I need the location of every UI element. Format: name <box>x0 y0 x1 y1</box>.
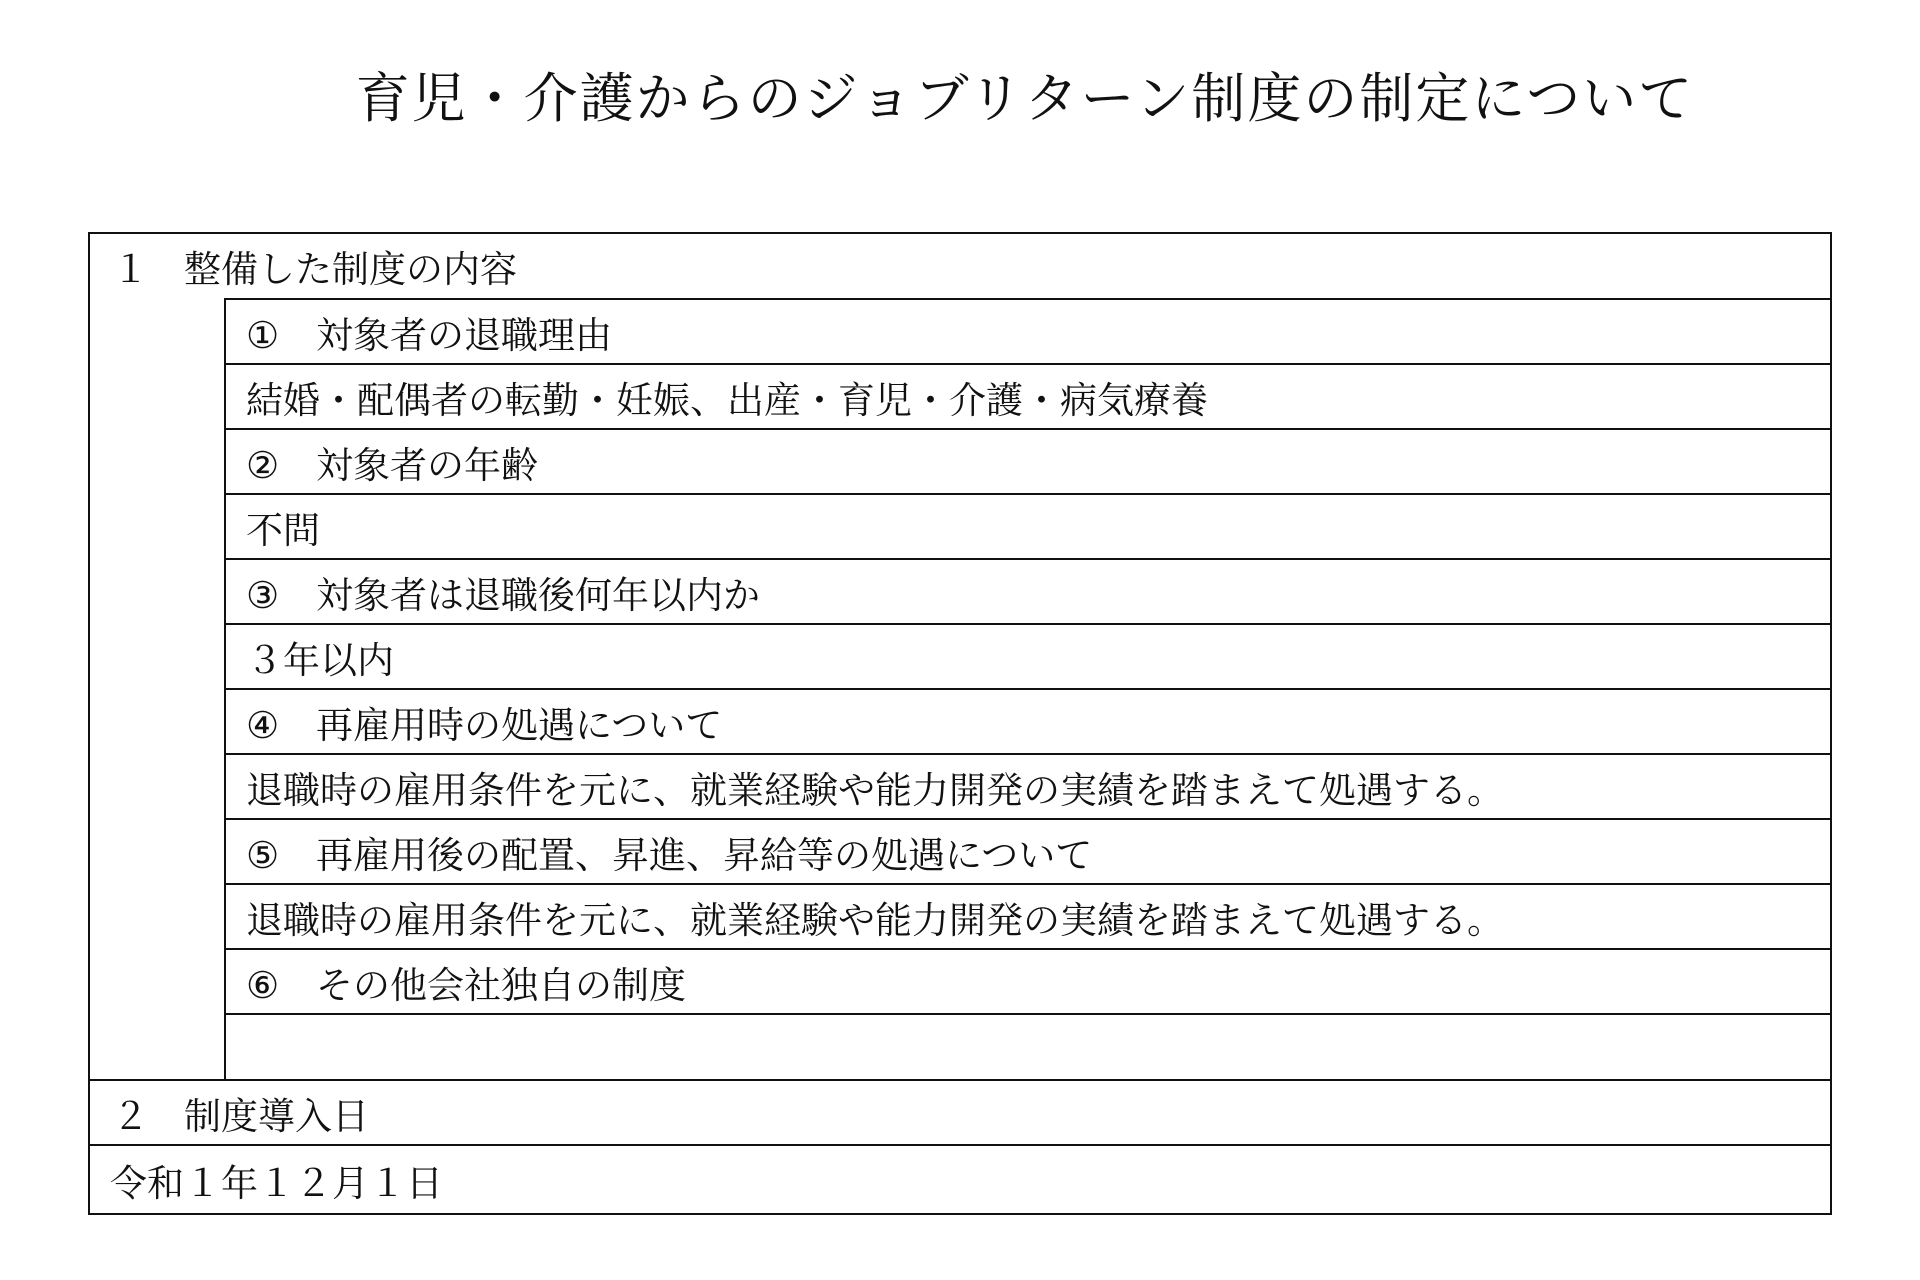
item-4-value-row <box>226 753 1830 818</box>
item-1-label: 対象者の退職理由 <box>316 313 612 357</box>
item-3-value-row <box>226 623 1830 688</box>
item-1-label-row <box>226 298 1830 363</box>
section-1-header <box>90 234 1830 298</box>
item-4-marker: ④ <box>246 703 280 747</box>
item-5-value: 退職時の雇用条件を元に、就業経験や能力開発の実績を踏まえて処遇する。 <box>246 898 1504 942</box>
item-2-marker: ② <box>246 443 280 487</box>
item-6-label: その他会社独自の制度 <box>316 963 686 1007</box>
item-1-marker: ① <box>246 313 280 357</box>
item-5-label-row <box>226 818 1830 883</box>
item-3-value: ３年以内 <box>246 638 394 682</box>
item-4-label: 再雇用時の処遇について <box>316 703 723 747</box>
item-2-label: 対象者の年齢 <box>316 443 538 487</box>
section-1-heading: 整備した制度の内容 <box>184 248 517 291</box>
item-6-value-row <box>226 1013 1830 1079</box>
item-3-marker: ③ <box>246 573 280 617</box>
section-2-header <box>90 1079 1830 1144</box>
item-1-value: 結婚・配偶者の転勤・妊娠、出産・育児・介護・病気療養 <box>246 378 1208 422</box>
document-table <box>88 232 1832 1215</box>
page-title: 育児・介護からのジョブリターン制度の制定について <box>355 67 1695 130</box>
item-6-marker: ⑥ <box>246 963 280 1007</box>
item-6-label-row <box>226 948 1830 1013</box>
item-2-label-row <box>226 428 1830 493</box>
item-1-value-row <box>226 363 1830 428</box>
section-2-number: ２ <box>112 1094 149 1138</box>
section-1-number: １ <box>112 248 149 291</box>
item-3-label: 対象者は退職後何年以内か <box>316 573 760 617</box>
item-3-label-row <box>226 558 1830 623</box>
item-5-value-row <box>226 883 1830 948</box>
item-2-value: 不問 <box>246 508 320 552</box>
item-5-label: 再雇用後の配置、昇進、昇給等の処遇について <box>316 833 1093 877</box>
section-2-heading: 制度導入日 <box>184 1094 369 1138</box>
item-2-value-row <box>226 493 1830 558</box>
item-4-value: 退職時の雇用条件を元に、就業経験や能力開発の実績を踏まえて処遇する。 <box>246 768 1504 812</box>
item-4-label-row <box>226 688 1830 753</box>
section-2-value: 令和１年１２月１日 <box>110 1161 443 1205</box>
item-5-marker: ⑤ <box>246 833 280 877</box>
section-2-value-row <box>90 1144 1830 1213</box>
